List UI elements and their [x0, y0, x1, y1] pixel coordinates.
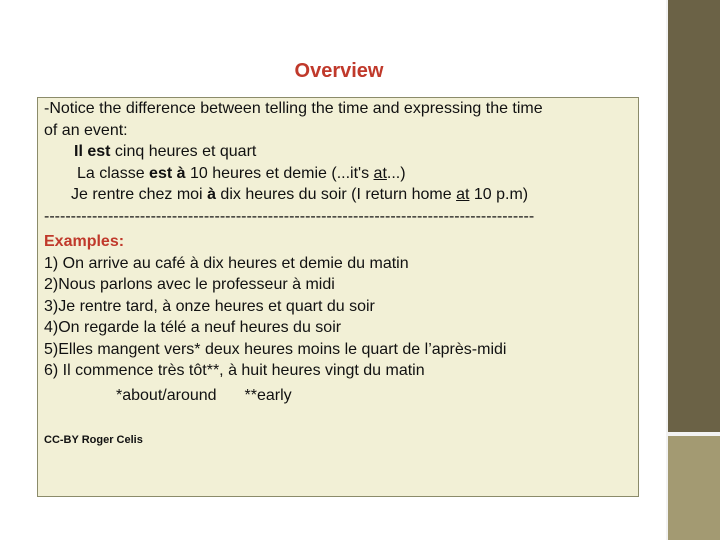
examples-heading: Examples: — [44, 233, 125, 250]
example-event-time-2: Je rentre chez moi à dix heures du soir (I return home at 10 p.m) — [71, 186, 529, 203]
example-item: 3)Je rentre tard, à onze heures et quart du soir — [44, 297, 375, 315]
example-telling-time: Il est cinq heures et quart — [74, 143, 257, 160]
example-item: 1) On arrive au café à dix heures et demie du matin — [44, 254, 409, 272]
decorative-bar-light — [668, 436, 720, 540]
intro-line-2: of an event: — [44, 121, 128, 139]
slide-title: Overview — [294, 60, 384, 82]
example-item: 4)On regarde la télé a neuf heures du soir — [44, 319, 342, 336]
example-item: 5)Elles mangent vers* deux heures moins le quart de l’après-midi — [44, 340, 507, 358]
credit-line: CC-BY Roger Celis — [44, 434, 143, 446]
footnotes — [44, 385, 632, 407]
intro-line-1: -Notice the difference between telling the time and expressing the time — [44, 100, 543, 117]
example-event-time-1: La classe est à 10 heures et demie (...it's at...) — [77, 164, 406, 182]
footnote-early: **early — [244, 386, 292, 404]
separator-line: -------------------------------------------------------------------------------------------- — [44, 207, 535, 225]
example-item: 6) Il commence très tôt**, à huit heures vingt du matin — [44, 362, 425, 379]
footnote-about: *about/around — [116, 386, 217, 404]
content-box — [37, 97, 639, 497]
example-item: 2)Nous parlons avec le professeur à midi — [44, 276, 335, 293]
